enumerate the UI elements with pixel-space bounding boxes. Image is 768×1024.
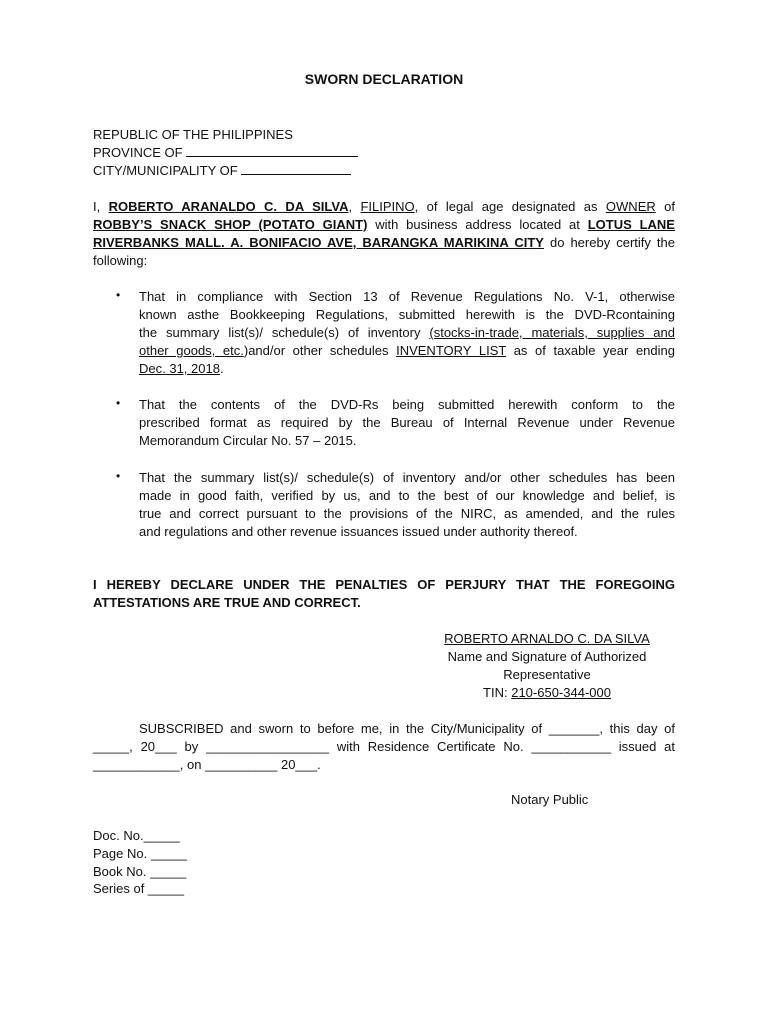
tin-value: 210-650-344-000 bbox=[511, 685, 611, 700]
taxable-year-end: Dec. 31, 2018 bbox=[139, 361, 220, 376]
bullet1-text: . bbox=[219, 361, 224, 376]
bullet1-line-4 bbox=[139, 342, 675, 360]
series-number: Series of _____ bbox=[93, 881, 185, 896]
document-title: SWORN DECLARATION bbox=[304, 71, 464, 87]
doc-number: Doc. No._____ bbox=[93, 828, 180, 843]
bullet3-line-4: and regulations and other revenue issuances issued under authority thereof. bbox=[139, 524, 578, 539]
bullet-icon: • bbox=[116, 288, 121, 302]
intro-line-4: following: bbox=[93, 253, 148, 268]
declarant-name: ROBERTO ARANALDO C. DA SILVA bbox=[108, 199, 349, 214]
bullet2-line-1: That the contents of the DVD-Rs being submitted herewith conform to the bbox=[139, 397, 675, 412]
intro-line-3 bbox=[93, 234, 675, 252]
intro-text: , of legal age designated as bbox=[414, 199, 598, 214]
jurat-line-1: SUBSCRIBED and sworn to before me, in the City/Municipality of _______, this day of bbox=[139, 721, 675, 736]
signatory-tin bbox=[412, 684, 682, 702]
tin-label: TIN: bbox=[483, 685, 508, 700]
intro-text: with business address located at bbox=[375, 217, 580, 232]
city-blank bbox=[241, 162, 351, 175]
bullet1-line-5 bbox=[139, 360, 224, 378]
bullet1-line-2: known asthe Bookkeeping Regulations, submitted herewith is the DVD-Rcontaining bbox=[139, 307, 675, 322]
signatory-caption-1: Name and Signature of Authorized bbox=[447, 649, 647, 664]
declarant-role: OWNER bbox=[605, 199, 656, 214]
business-address: RIVERBANKS MALL. A. BONIFACIO AVE, BARANGKA MARIKINA CITY bbox=[93, 235, 544, 250]
bullet1-text: as of taxable year ending bbox=[513, 343, 675, 358]
bullet3-line-3: true and correct pursuant to the provisions of the NIRC, as amended, and the rules bbox=[139, 506, 675, 521]
province-label: PROVINCE OF bbox=[93, 145, 183, 160]
jurat-line-2: _____, 20___ by _________________ with Residence Certificate No. ___________ issued at bbox=[93, 739, 675, 754]
inventory-items: other goods, etc. bbox=[139, 343, 244, 358]
province-blank bbox=[186, 144, 358, 157]
bullet-icon: • bbox=[116, 396, 121, 410]
business-name: ROBBY’S SNACK SHOP (POTATO GIANT) bbox=[93, 217, 368, 232]
bullet1-line-1: That in compliance with Section 13 of Revenue Regulations No. V-1, otherwise bbox=[139, 289, 675, 304]
bullet1-text: the summary list(s)/ schedule(s) of inventory bbox=[139, 325, 421, 340]
bullet3-line-2: made in good faith, verified by us, and to the best of our knowledge and belief, is bbox=[139, 488, 675, 503]
intro-text: of bbox=[664, 199, 675, 214]
province-line bbox=[93, 144, 358, 162]
inventory-items: (stocks-in-trade, materials, supplies and bbox=[429, 325, 675, 340]
schedule-name: INVENTORY LIST bbox=[396, 343, 507, 358]
business-address: LOTUS LANE bbox=[587, 217, 675, 232]
bullet-icon: • bbox=[116, 469, 121, 483]
intro-text: , bbox=[348, 199, 353, 214]
jurat-line-3: ____________, on __________ 20___. bbox=[93, 757, 321, 772]
signatory-name-text: ROBERTO ARNALDO C. DA SILVA bbox=[444, 631, 650, 646]
intro-line-1 bbox=[93, 198, 675, 216]
page-number: Page No. _____ bbox=[93, 846, 187, 861]
bullet2-line-2: prescribed format as required by the Bureau of Internal Revenue under Revenue bbox=[139, 415, 675, 430]
republic-line: REPUBLIC OF THE PHILIPPINES bbox=[93, 127, 293, 142]
intro-text: do hereby certify the bbox=[549, 235, 675, 250]
declaration-line-1: I HEREBY DECLARE UNDER THE PENALTIES OF PERJURY THAT THE FOREGOING bbox=[93, 577, 675, 592]
bullet3-line-1: That the summary list(s)/ schedule(s) of inventory and/or other schedules has been bbox=[139, 470, 675, 485]
book-number: Book No. _____ bbox=[93, 864, 187, 879]
bullet1-text: )and/or other schedules bbox=[243, 343, 389, 358]
signatory-name bbox=[412, 630, 682, 648]
notary-public-label: Notary Public bbox=[511, 792, 589, 807]
nationality: FILIPINO bbox=[360, 199, 415, 214]
city-label: CITY/MUNICIPALITY OF bbox=[93, 163, 238, 178]
intro-line-2 bbox=[93, 216, 675, 234]
city-line bbox=[93, 162, 351, 180]
signatory-caption-2: Representative bbox=[503, 667, 591, 682]
declaration-line-2: ATTESTATIONS ARE TRUE AND CORRECT. bbox=[93, 595, 361, 610]
intro-text: I, bbox=[93, 199, 101, 214]
bullet1-line-3 bbox=[139, 324, 675, 342]
bullet2-line-3: Memorandum Circular No. 57 – 2015. bbox=[139, 433, 357, 448]
